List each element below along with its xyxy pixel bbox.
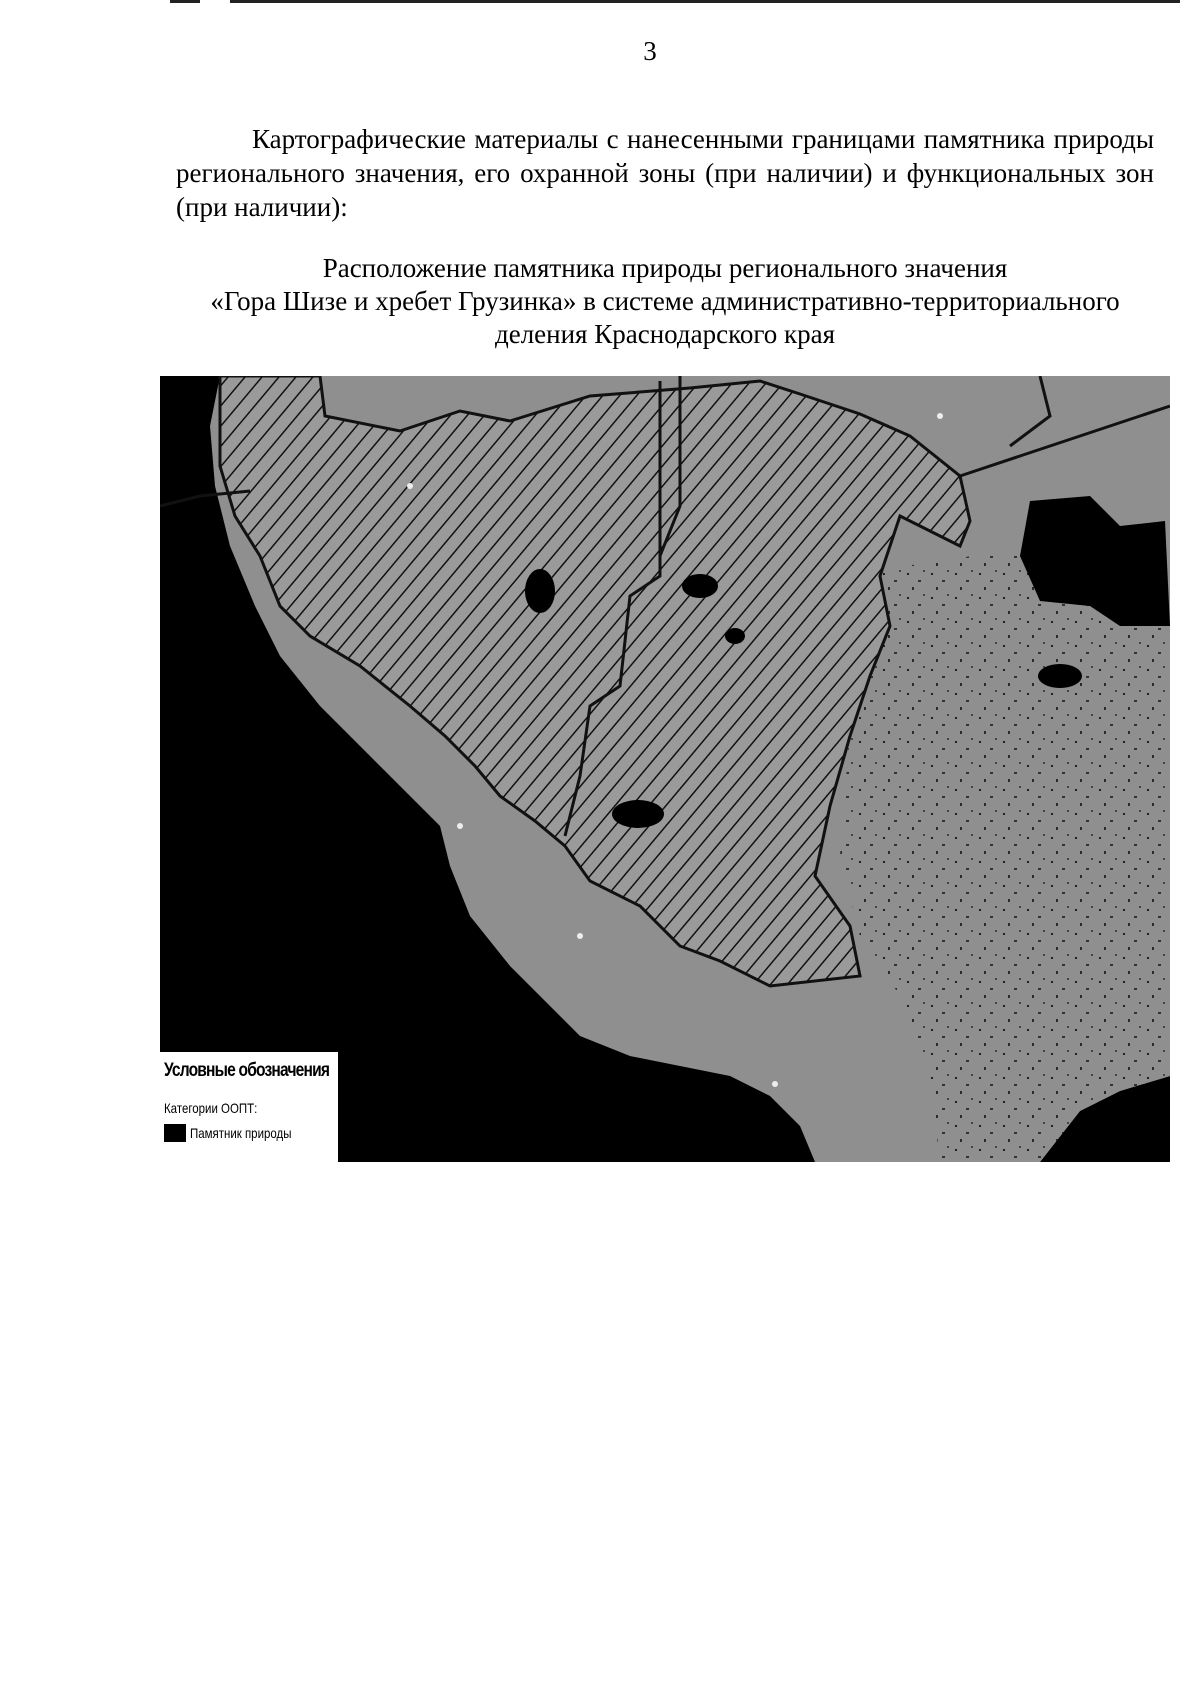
settlement-dot xyxy=(937,413,943,419)
map-title-line-1: Расположение памятника природы регионального значения xyxy=(322,253,1008,283)
settlement-dot xyxy=(457,823,463,829)
legend-subtitle: Категории ООПТ: xyxy=(164,1100,258,1116)
top-edge-line xyxy=(230,0,1180,3)
legend-item xyxy=(164,1124,338,1142)
dark-patch xyxy=(1038,664,1082,688)
settlement-dot xyxy=(407,483,413,489)
map-figure xyxy=(160,376,1170,1162)
legend-item-label: Памятник природы xyxy=(190,1125,292,1141)
top-edge-line xyxy=(170,0,200,3)
dark-patch xyxy=(525,569,555,613)
settlement-dot xyxy=(772,1081,778,1087)
dark-patch xyxy=(725,628,745,644)
settlement-dot xyxy=(577,933,583,939)
page-number: 3 xyxy=(643,36,657,66)
legend-swatch xyxy=(164,1124,186,1142)
map-legend xyxy=(160,1052,338,1162)
legend-title: Условные обозначения xyxy=(164,1060,330,1081)
dark-patch xyxy=(682,574,718,598)
intro-paragraph: Картографические материалы с нанесенными границами памятника природы регионального значения, его охранной зоны (при наличии) и функциональных зон (при наличии): xyxy=(176,124,1154,222)
map-title-line-3: деления Краснодарского края xyxy=(494,319,836,349)
map-title-line-2: «Гора Шизе и хребет Грузинка» в системе административно-территориального xyxy=(210,286,1120,316)
map-canvas xyxy=(160,376,1170,1162)
map-title xyxy=(176,252,1154,351)
monument-dark-patch xyxy=(612,800,664,828)
